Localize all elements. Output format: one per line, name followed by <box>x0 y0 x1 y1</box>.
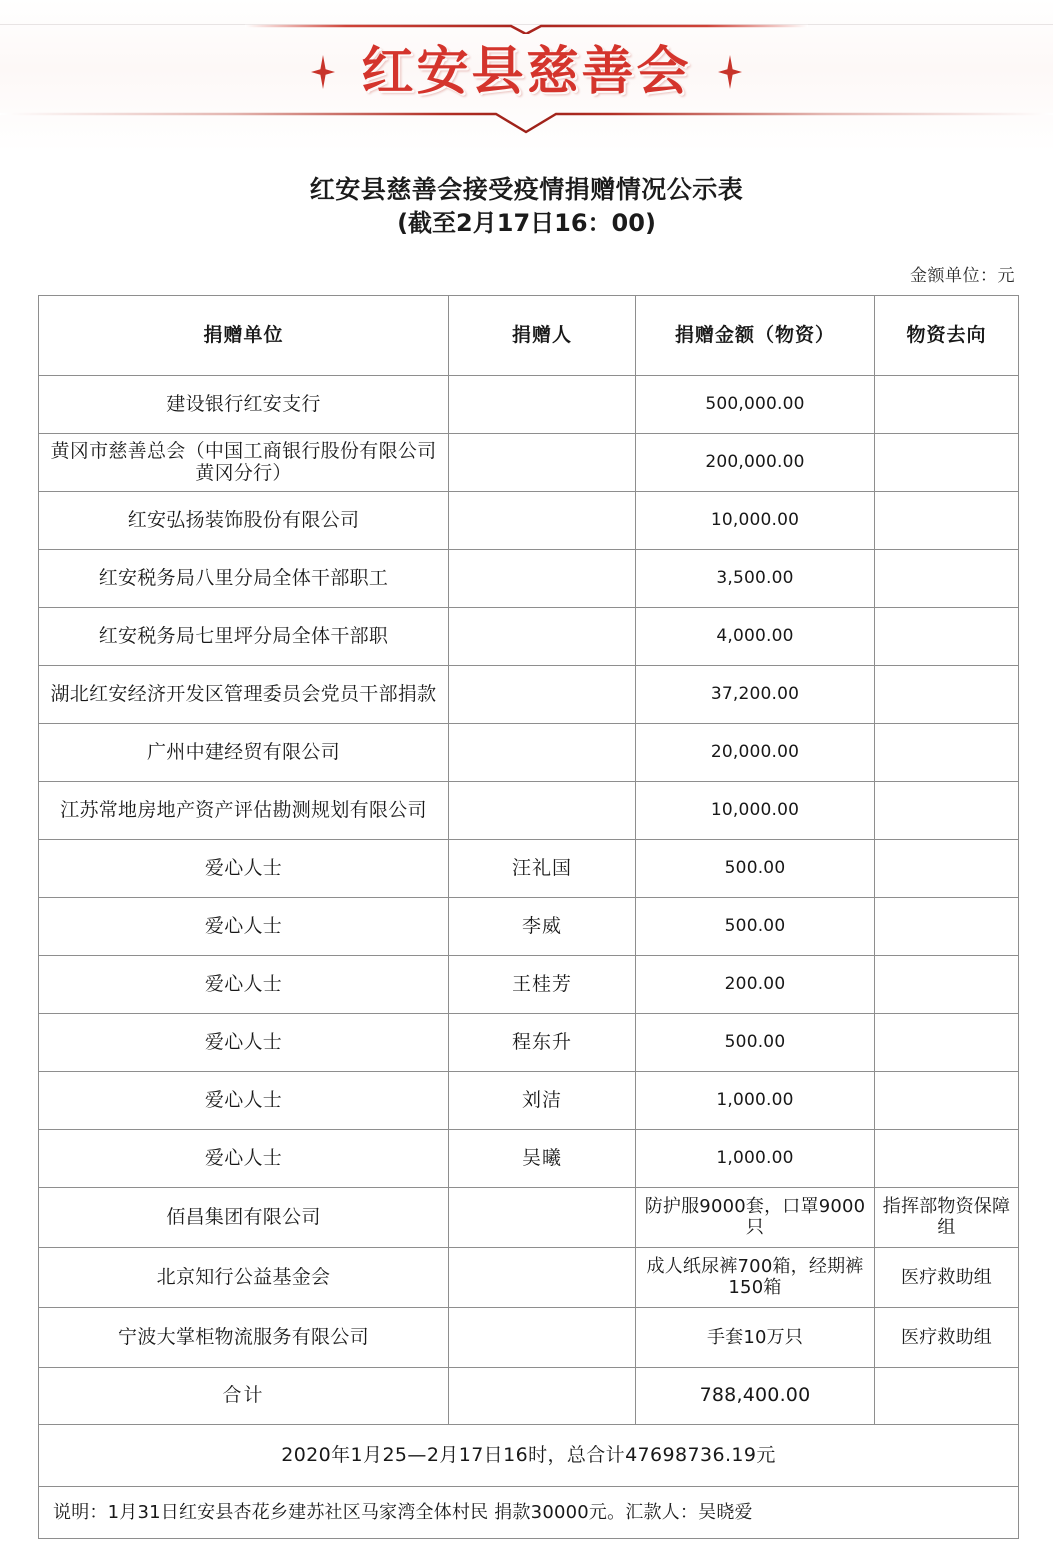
note-row <box>39 1486 1019 1538</box>
cell-destination: 医疗救助组 <box>875 1247 1019 1307</box>
table-footer <box>39 1367 1019 1538</box>
cell-org: 广州中建经贸有限公司 <box>39 723 449 781</box>
cell-org: 爱心人士 <box>39 1071 449 1129</box>
cell-destination <box>875 375 1019 433</box>
cell-amount: 10,000.00 <box>636 491 875 549</box>
donation-table-container <box>0 286 1053 1539</box>
total-row <box>39 1367 1019 1424</box>
cell-org: 爱心人士 <box>39 1013 449 1071</box>
cell-amount: 500.00 <box>636 1013 875 1071</box>
cell-amount: 4,000.00 <box>636 607 875 665</box>
total-label: 合计 <box>39 1367 449 1424</box>
cell-donor: 程东升 <box>449 1013 636 1071</box>
cell-amount: 3,500.00 <box>636 549 875 607</box>
table-row <box>39 665 1019 723</box>
table-row <box>39 375 1019 433</box>
table-row <box>39 549 1019 607</box>
cell-amount: 37,200.00 <box>636 665 875 723</box>
cell-org: 爱心人士 <box>39 897 449 955</box>
cell-org: 红安税务局七里坪分局全体干部职 <box>39 607 449 665</box>
column-header-amount: 捐赠金额（物资） <box>636 295 875 375</box>
table-row <box>39 1307 1019 1367</box>
cell-destination: 指挥部物资保障组 <box>875 1187 1019 1247</box>
cell-destination <box>875 839 1019 897</box>
cell-donor: 汪礼国 <box>449 839 636 897</box>
document-header <box>0 152 1053 239</box>
cell-donor <box>449 549 636 607</box>
cell-donor: 王桂芳 <box>449 955 636 1013</box>
cell-donor <box>449 607 636 665</box>
cell-destination <box>875 665 1019 723</box>
cell-org: 黄冈市慈善总会（中国工商银行股份有限公司黄冈分行） <box>39 433 449 491</box>
cell-org: 宁波大掌柜物流服务有限公司 <box>39 1307 449 1367</box>
grand-total-text: 2020年1月25—2月17日16时，总合计47698736.19元 <box>39 1424 1019 1486</box>
org-banner <box>0 0 1053 152</box>
cell-donor: 刘洁 <box>449 1071 636 1129</box>
cell-destination <box>875 607 1019 665</box>
cell-org: 爱心人士 <box>39 955 449 1013</box>
column-header-donor: 捐赠人 <box>449 295 636 375</box>
cell-amount: 200,000.00 <box>636 433 875 491</box>
cell-org: 湖北红安经济开发区管理委员会党员干部捐款 <box>39 665 449 723</box>
banner-title-group <box>0 34 1053 110</box>
organization-name: 红安县慈善会 <box>361 42 692 102</box>
cell-amount: 500.00 <box>636 839 875 897</box>
cell-org: 红安弘扬装饰股份有限公司 <box>39 491 449 549</box>
cell-donor <box>449 433 636 491</box>
table-row <box>39 1247 1019 1307</box>
cell-amount: 防护服9000套，口罩9000只 <box>636 1187 875 1247</box>
cell-amount: 成人纸尿裤700箱，经期裤150箱 <box>636 1247 875 1307</box>
table-row <box>39 781 1019 839</box>
total-donor <box>449 1367 636 1424</box>
table-row <box>39 433 1019 491</box>
note-text: 说明：1月31日红安县杏花乡建苏社区马家湾全体村民 捐款30000元。汇款人：吴晓爱 <box>39 1486 1019 1538</box>
cell-donor <box>449 1247 636 1307</box>
cell-org: 江苏常地房地产资产评估勘测规划有限公司 <box>39 781 449 839</box>
table-row <box>39 1071 1019 1129</box>
cell-destination <box>875 1013 1019 1071</box>
table-row <box>39 1013 1019 1071</box>
cell-donor <box>449 491 636 549</box>
cell-amount: 20,000.00 <box>636 723 875 781</box>
cell-destination <box>875 433 1019 491</box>
cell-destination <box>875 955 1019 1013</box>
donation-table <box>38 295 1019 1539</box>
cell-org: 北京知行公益基金会 <box>39 1247 449 1307</box>
cell-donor <box>449 723 636 781</box>
cell-amount: 1,000.00 <box>636 1071 875 1129</box>
cell-destination <box>875 491 1019 549</box>
cell-amount: 500,000.00 <box>636 375 875 433</box>
column-header-dest: 物资去向 <box>875 295 1019 375</box>
cell-donor <box>449 375 636 433</box>
cell-donor <box>449 1187 636 1247</box>
cell-amount: 200.00 <box>636 955 875 1013</box>
cell-donor: 吴曦 <box>449 1129 636 1187</box>
cell-org: 爱心人士 <box>39 1129 449 1187</box>
cell-org: 爱心人士 <box>39 839 449 897</box>
diamond-spark-icon <box>311 55 335 89</box>
cell-org: 佰昌集团有限公司 <box>39 1187 449 1247</box>
cell-destination <box>875 723 1019 781</box>
cell-destination: 医疗救助组 <box>875 1307 1019 1367</box>
total-amount: 788,400.00 <box>636 1367 875 1424</box>
amount-unit-note: 金额单位：元 <box>910 265 1015 286</box>
cell-donor <box>449 781 636 839</box>
cell-amount: 10,000.00 <box>636 781 875 839</box>
cell-destination <box>875 549 1019 607</box>
banner-bottom-ornament <box>0 105 1053 139</box>
cell-donor <box>449 665 636 723</box>
cell-org: 建设银行红安支行 <box>39 375 449 433</box>
table-body <box>39 375 1019 1367</box>
cell-amount: 500.00 <box>636 897 875 955</box>
cell-amount: 1,000.00 <box>636 1129 875 1187</box>
table-row <box>39 607 1019 665</box>
table-row <box>39 491 1019 549</box>
cell-donor <box>449 1307 636 1367</box>
cell-destination <box>875 781 1019 839</box>
column-header-org: 捐赠单位 <box>39 295 449 375</box>
table-row <box>39 955 1019 1013</box>
page-title: 红安县慈善会接受疫情捐赠情况公示表 <box>309 175 744 204</box>
cell-donor: 李威 <box>449 897 636 955</box>
cell-org: 红安税务局八里分局全体干部职工 <box>39 549 449 607</box>
table-row <box>39 897 1019 955</box>
table-row <box>39 723 1019 781</box>
table-row <box>39 839 1019 897</box>
table-header-row <box>39 295 1019 375</box>
grand-total-row <box>39 1424 1019 1486</box>
diamond-spark-icon <box>718 55 742 89</box>
total-destination <box>875 1367 1019 1424</box>
cell-destination <box>875 1071 1019 1129</box>
table-row <box>39 1187 1019 1247</box>
banner-top-ornament <box>245 22 808 34</box>
cell-destination <box>875 1129 1019 1187</box>
page-subtitle: (截至2月17日16：00) <box>397 208 656 237</box>
cell-amount: 手套10万只 <box>636 1307 875 1367</box>
cell-destination <box>875 897 1019 955</box>
table-row <box>39 1129 1019 1187</box>
